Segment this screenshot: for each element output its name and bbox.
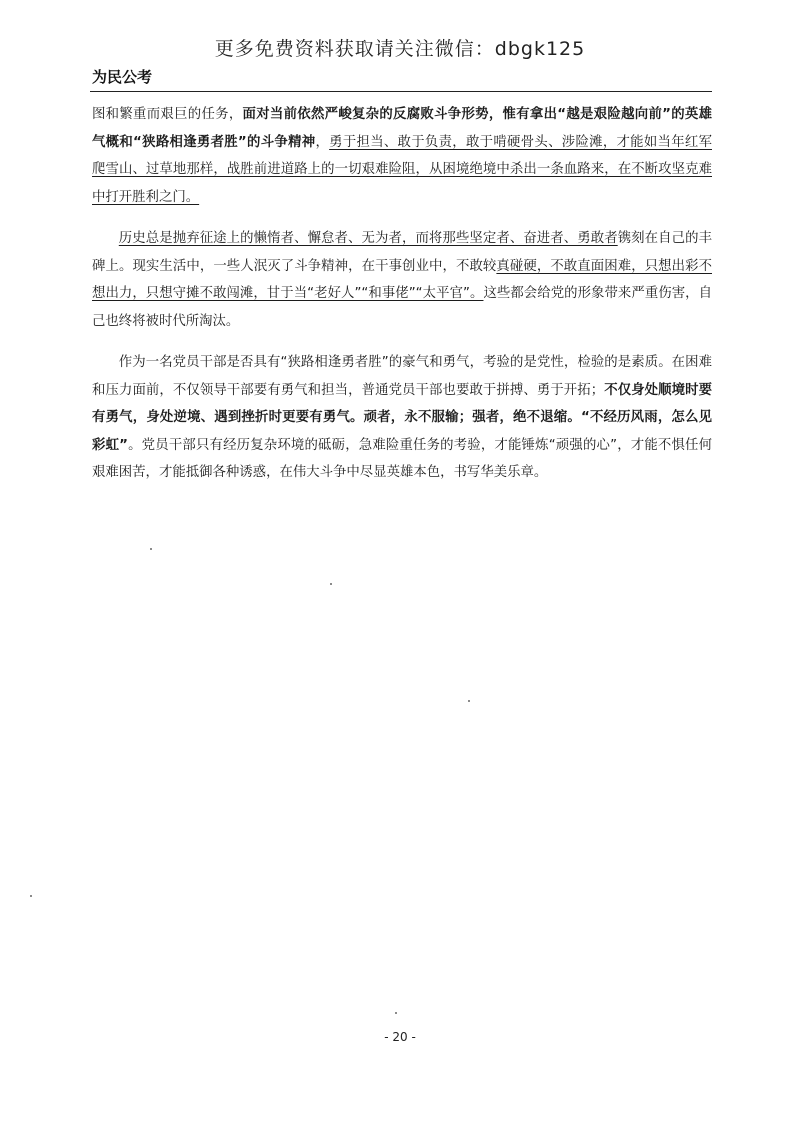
paragraph-2-underlined-segment: 历史总是抛弃征途上的懒惰者、懈怠者、无为者，而将那些坚定者、奋进者、勇敢者	[118, 231, 618, 246]
paragraph-1-segment: 图和繁重而艰巨的任务，	[92, 107, 243, 122]
watermark-text: 更多免费资料获取请关注微信：dbgk125	[214, 38, 586, 60]
paragraph-1-bold-segment: 面对当前依然严峻复杂的反腐败斗争形势，惟有拿出“越是艰险越向前”的英雄气概和“狭路相逢勇者胜”的斗争精神	[92, 107, 712, 150]
paragraph-1	[92, 101, 712, 211]
scan-speck	[468, 700, 470, 702]
paragraph-1-segment: ，	[315, 134, 330, 150]
paragraph-3-segment: 作为一名党员干部是否具有“狭路相逢勇者胜”的豪气和勇气，考验的是党性，检验的是素质。在困难和压力面前，不仅领导干部要有勇气和担当，普通党员干部也要敢于拼搏、勇于开拓；	[92, 355, 712, 398]
paragraph-2-segment: 这些都会给党的形象带来严重伤害，自己也终将被时代所淘汰。	[92, 286, 713, 329]
paragraph-2-segment: 镌刻在自己的丰碑上。现实生活中，一些人泯灭了斗争精神，在干事创业中，不敢较	[92, 231, 712, 274]
scan-speck	[395, 1012, 397, 1014]
scan-speck	[150, 548, 152, 550]
paragraph-3-segment: 。党员干部只有经历复杂环境的砥砺，急难险重任务的考验，才能锤炼“顽强的心”，才能不惧任何艰难困苦，才能抵御各种诱惑，在伟大斗争中尽显英雄本色，书写华美乐章。	[92, 437, 712, 480]
document-body	[92, 101, 712, 501]
scan-speck	[30, 895, 32, 897]
paragraph-1-underlined-segment: 勇于担当、敢于负责，敢于啃硬骨头、涉险滩，才能如当年红军爬雪山、过草地那样，战胜前进道路上的一切艰难险阻，从困境绝境中杀出一条血路来，在不断攻坚克难中打开胜利之门。	[92, 134, 712, 205]
paragraph-3-bold-segment: 不仅身处顺境时要有勇气，身处逆境、遇到挫折时更要有勇气。顽者，永不服输；强者，绝不退缩。“不经历风雨，怎么见彩虹”	[92, 382, 712, 453]
scan-speck	[330, 583, 332, 585]
header-title: 为民公考	[92, 68, 153, 86]
paragraph-2-underlined-segment: 真碰硬，不敢直面困难，只想出彩不想出力，只想守摊不敢闯滩，甘于当“老好人”“和事佬”“太平官”。	[92, 258, 712, 301]
paragraph-2	[92, 225, 712, 335]
header-divider	[90, 91, 712, 92]
paragraph-3	[92, 349, 712, 487]
page-number: - 20 -	[384, 1030, 416, 1044]
